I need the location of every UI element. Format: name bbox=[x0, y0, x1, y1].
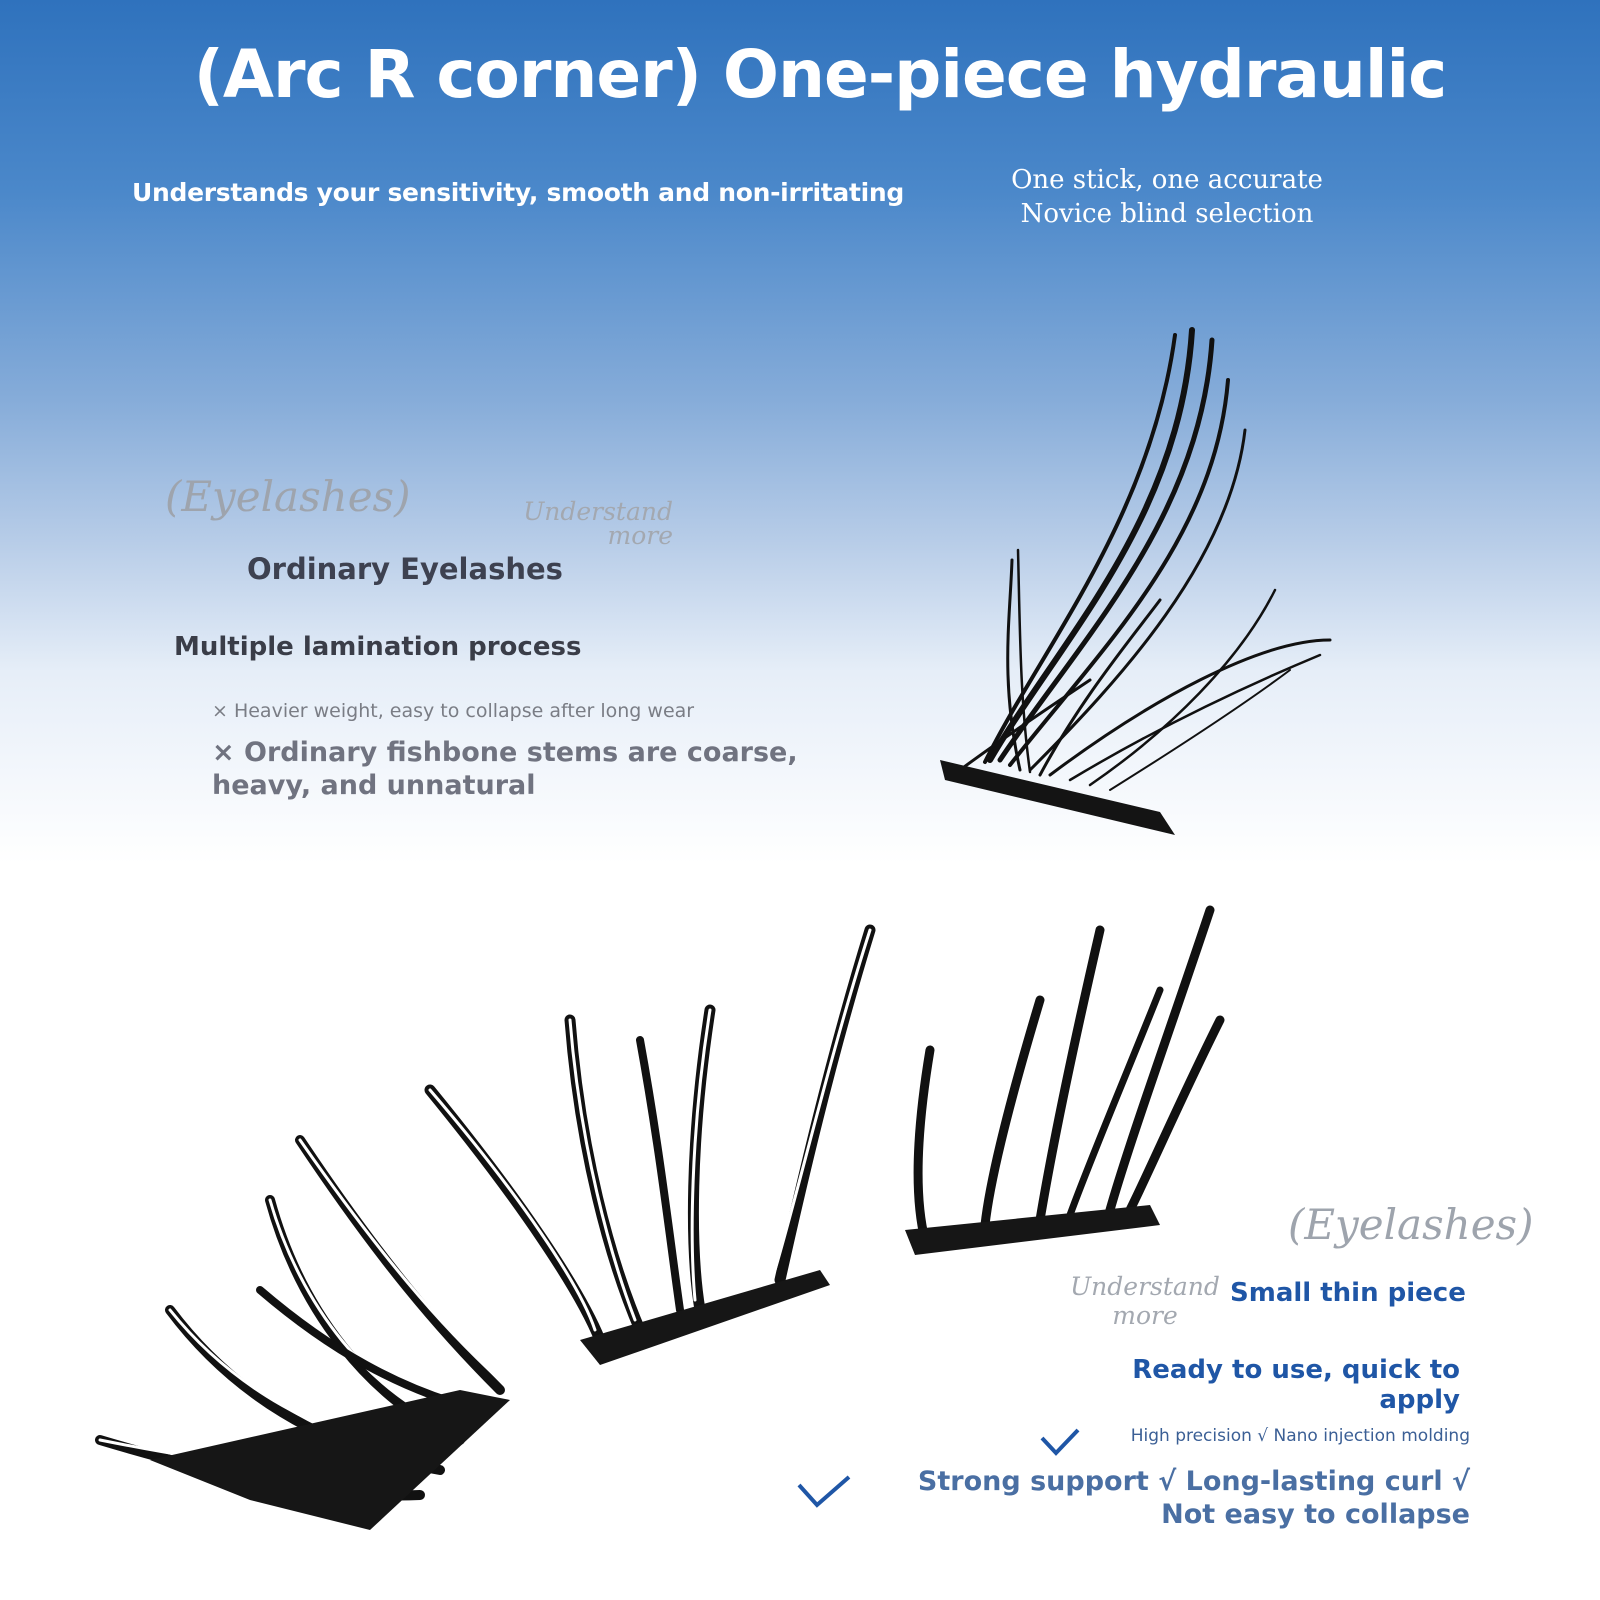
understand-line: Understand bbox=[523, 497, 673, 526]
more-line: more bbox=[1112, 1301, 1178, 1330]
subtitle: Understands your sensitivity, smooth and non-irritating bbox=[132, 178, 905, 207]
ordinary-tag: (Eyelashes) bbox=[165, 472, 411, 521]
slogan-line-1: One stick, one accurate bbox=[1011, 165, 1323, 195]
understand-line: Understand bbox=[1070, 1272, 1220, 1301]
feature-line-2: Strong support √ Long-lasting curl √ Not easy to collapse bbox=[917, 1466, 1470, 1530]
ordinary-bullet-1: × Heavier weight, easy to collapse after long wear bbox=[212, 700, 695, 722]
ordinary-understand-more-link[interactable] bbox=[513, 497, 673, 550]
product-eyelash-left-band bbox=[150, 1390, 510, 1530]
product-tag: (Eyelashes) bbox=[1288, 1200, 1534, 1249]
product-eyelash-right-band bbox=[905, 1205, 1160, 1255]
page-title: (Arc R corner) One-piece hydraulic bbox=[193, 36, 1447, 113]
ordinary-bullet-2: × Ordinary fishbone stems are coarse, heavy, and unnatural bbox=[212, 737, 798, 801]
feature-line-1: High precision √ Nano injection molding bbox=[1130, 1426, 1470, 1446]
ordinary-heading: Ordinary Eyelashes bbox=[247, 552, 563, 586]
slogan-line-2: Novice blind selection bbox=[1020, 199, 1314, 229]
product-heading: Small thin piece bbox=[1230, 1278, 1466, 1308]
ready-heading: Ready to use, quick to apply bbox=[1132, 1355, 1460, 1415]
product-understand-more-link[interactable] bbox=[1060, 1272, 1230, 1330]
checkmark-icon bbox=[797, 1473, 851, 1509]
product-eyelash-right-strands bbox=[918, 910, 1220, 1240]
process-heading: Multiple lamination process bbox=[174, 632, 582, 662]
more-line: more bbox=[607, 521, 673, 550]
